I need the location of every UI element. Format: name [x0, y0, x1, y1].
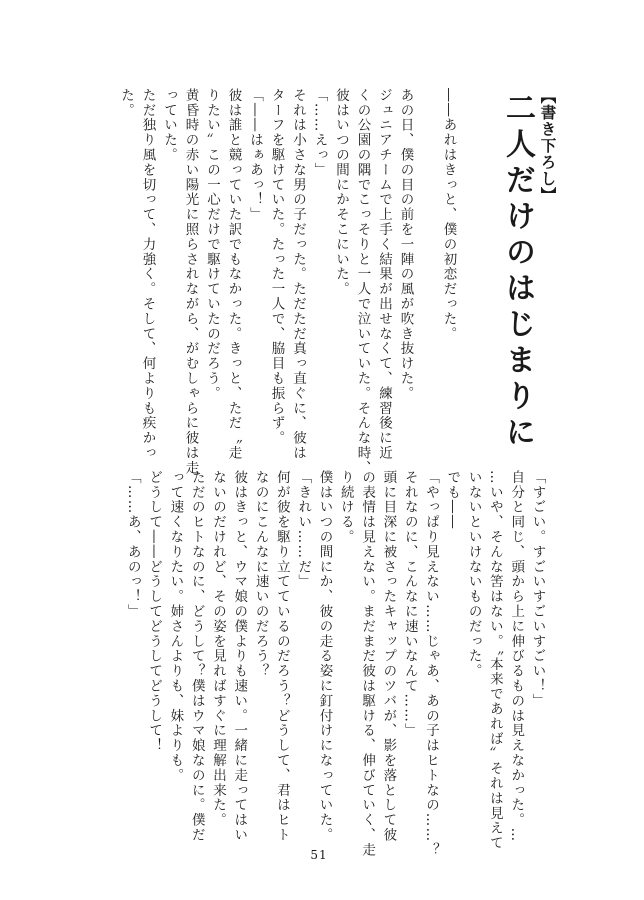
- text-column: ないのだけれど、その姿を見ればすぐに理解出来た。: [210, 470, 226, 828]
- text-column: それなのに、こんなに速いなんて……」: [401, 470, 418, 739]
- section-tag: 【書き下ろし】: [538, 88, 558, 204]
- text-column: ジュニアチームで上手く結果が出せなくて、練習後に近: [376, 88, 392, 461]
- text-column: ただ独り風を切って、力強く。そして、何よりも疾かっ: [139, 88, 156, 461]
- text-column: っていた。: [161, 88, 177, 163]
- text-column: 「きれい……だ」: [295, 470, 312, 590]
- text-column: 「――はぁあっ！」: [247, 88, 263, 223]
- text-column: 何が彼を駆り立てているのだろう？どうして、君はヒト: [273, 470, 290, 843]
- text-column: りたい〟この一心だけで駆けていたのだろう。: [204, 88, 220, 401]
- text-column: あの日、僕の目の前を一陣の風が吹き抜けた。: [397, 88, 414, 401]
- text-column: ただのヒトなのに、どうして？僕はウマ娘なのに。僕だ: [188, 470, 205, 843]
- text-column: 彼は誰と競っていた訳でもなかった。きっと、ただ〝走: [225, 88, 242, 461]
- text-column: でも――: [444, 470, 461, 530]
- text-column: くの公園の隅でこっそりと一人で泣いていた。そんな時、: [354, 88, 371, 476]
- text-column: いないといけないものだった。: [465, 470, 482, 679]
- text-column: り続ける。: [337, 470, 354, 545]
- text-column: 黄昏時の赤い陽光に照らされながら、がむしゃらに彼は走: [182, 88, 199, 476]
- text-column: 彼はいつの間にかそこにいた。: [333, 88, 349, 297]
- text-column: 僕はいつの間にか、彼の走る姿に釘付けになっていた。: [316, 470, 333, 843]
- text-column: 「すごい。すごいすごいすごい！」: [529, 470, 546, 709]
- text-column: それは小さな男の子だった。ただただ真っ直ぐに、彼は: [290, 88, 306, 461]
- text-column: の表情は見えない。まだまだ彼は駆ける、伸びていく、走: [359, 470, 376, 858]
- page-number: 51: [310, 848, 328, 862]
- chapter-title: 二人だけのはじまりに: [500, 92, 535, 452]
- text-column: ターフを駆けていた。たった一人で、脇目も振らず。: [268, 88, 285, 446]
- text-column: 彼はきっと、ウマ娘の僕よりも速い。一緒に走ってはい: [231, 470, 248, 843]
- text-column: …いや、そんな筈はない。〝本来であれば〟それは見えて: [486, 470, 503, 851]
- text-column: なのにこんなに速いのだろう？: [252, 470, 269, 679]
- text-column: って速くなりたい。姉さんよりも、妹よりも。: [167, 470, 184, 783]
- text-column: 自分と同じ、頭から上に伸びるものは見えなかった。…: [508, 470, 525, 843]
- text-column: 「……あ、あのっ！」: [124, 470, 141, 619]
- text-column: 「やっぱり見えない……じゃあ、あの子はヒトなの……？: [423, 470, 439, 858]
- text-column: ――あれはきっと、僕の初恋だった。: [440, 88, 457, 342]
- text-column: 「……えっ」: [311, 88, 328, 178]
- text-column: た。: [118, 88, 134, 118]
- text-column: 頭に目深に被さったキャップのツバが、影を落として彼: [380, 470, 397, 843]
- text-column: どうして――どうしてどうしてどうして！: [146, 470, 163, 754]
